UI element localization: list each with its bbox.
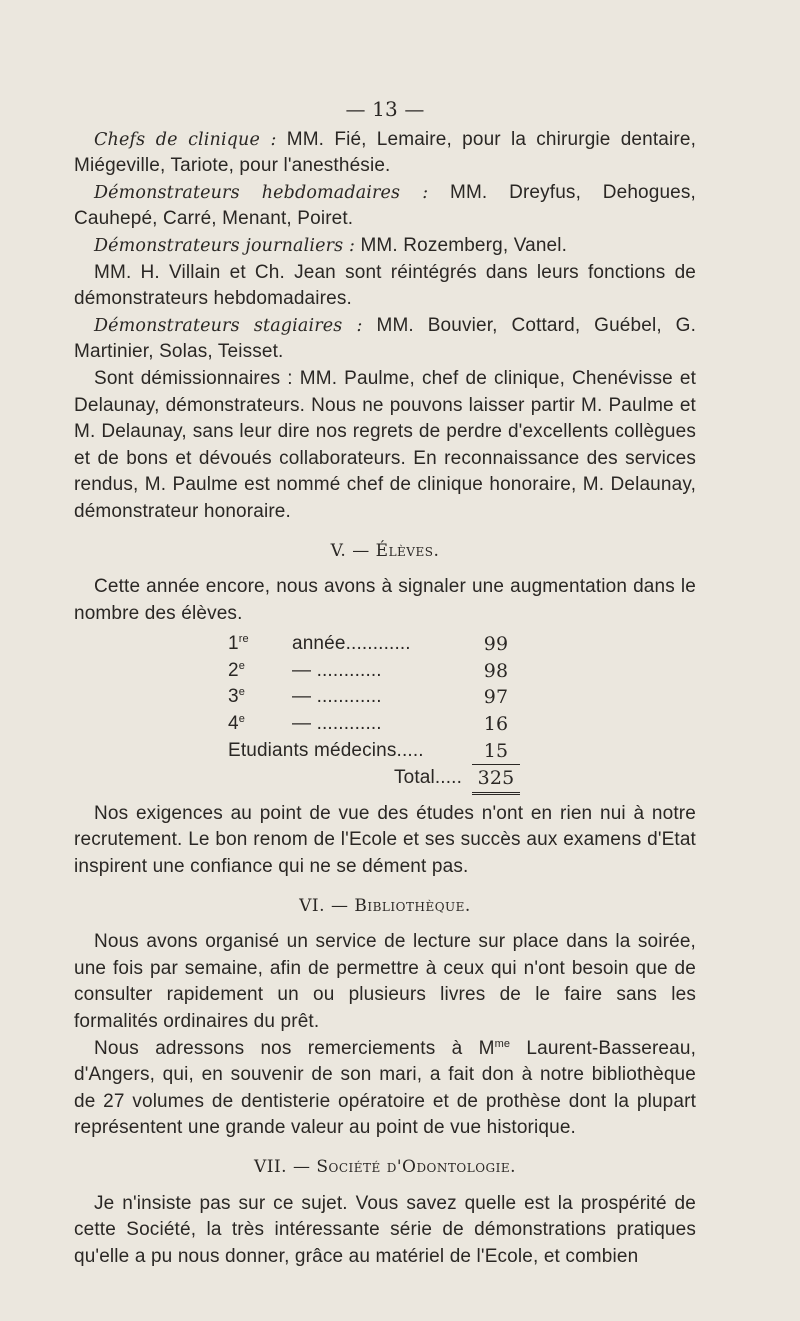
row-label-etudiants [228, 738, 472, 765]
table-row [228, 738, 520, 765]
paragraph-chefs-clinique [74, 127, 696, 180]
section-number-v: V. — [330, 540, 376, 561]
ordinal-number: 3 [228, 686, 239, 708]
text-demissionnaires: Sont démissionnaires : MM. Paulme, chef de clinique, Chenévisse et Delaunay, démonstrateurs. Nous ne pouvons laisser partir M. Paulme et M. Delaunay, sans leur dire nos regrets de perdre d'excellents collègues et de bons et dévoués collaborateurs. En reconnaissance des services rendus, M. Paulme est nommé chef de clinique honoraire, M. Delaunay, démonstrateur honoraire. [74, 367, 696, 522]
ordinal-suffix: re [238, 633, 249, 646]
paragraph-eleves-intro: Cette année encore, nous avons à signaler une augmentation dans le nombre des élèves. [74, 576, 696, 624]
row-label: — ............ [292, 713, 382, 735]
row-label-rest: médecins..... [314, 739, 424, 761]
row-label: année............ [292, 633, 411, 655]
section-number-vii: VII. — [253, 1156, 317, 1177]
remerciements-text-a: Nous adressons nos remerciements à M [94, 1037, 495, 1059]
ordinal-suffix: e [238, 659, 245, 672]
table-row-total [228, 765, 520, 794]
row-label-word: Etudiants [228, 739, 309, 761]
label-demonstrateurs-journaliers: Démonstrateurs journaliers : [94, 235, 356, 256]
paragraph-remerciements [74, 1036, 696, 1142]
remerciements-text-b: Laurent-Bassereau, d'Angers, qui, en souvenir de son mari, a fait don à notre bibliothèque de 27 volumes de dentisterie opératoire et de prothèse dont la plupart représentent une grande valeur au point de vue historique. [74, 1037, 696, 1139]
row-ordinal [228, 658, 292, 685]
paragraph-lecture: Nous avons organisé un service de lecture sur place dans la soirée, une fois par semaine, afin de permettre à ceux qui n'ont besoin que de consulter rapidement un ou plusieurs livres de le faire sans les formalités ordinaires du prêt. [74, 931, 696, 1032]
table-row [228, 658, 520, 685]
text-reintegres: MM. H. Villain et Ch. Jean sont réintégrés dans leurs fonctions de démonstrateurs hebdomadaires. [74, 261, 696, 310]
section-heading-eleves [74, 538, 696, 565]
paragraph-reintegres [74, 260, 696, 313]
paragraph-demonstrateurs-hebdo [74, 180, 696, 233]
page-content [74, 96, 696, 1270]
section-number-vi: VI. — [299, 895, 355, 916]
ordinal-number: 1 [228, 633, 239, 655]
table-row [228, 711, 520, 738]
row-value: 97 [483, 686, 509, 709]
table-row [228, 631, 520, 658]
text-chefs-clinique: MM. Fié, Lemaire, pour la chirurgie dentaire, Miégeville, Tariote, pour l'anesthésie. [74, 128, 696, 177]
ordinal-number: 4 [228, 713, 239, 735]
row-label: — ............ [292, 686, 382, 708]
label-demonstrateurs-hebdo: Démonstrateurs hebdomadaires : [94, 182, 429, 203]
section-heading-societe [74, 1154, 696, 1181]
row-value: 16 [483, 713, 509, 736]
paragraph-demissionnaires [74, 366, 696, 526]
ordinal-suffix: e [238, 686, 245, 699]
total-value: 325 [472, 765, 520, 794]
row-label: — ............ [292, 659, 382, 681]
row-ordinal [228, 711, 292, 738]
table-row [228, 684, 520, 711]
section-title-societe: Société d'Odontologie. [316, 1156, 517, 1177]
section-title-eleves: Élèves. [375, 540, 440, 561]
label-chefs-clinique: Chefs de clinique : [94, 129, 277, 150]
row-value: 15 [483, 739, 509, 762]
row-ordinal [228, 684, 292, 711]
text-demonstrateurs-hebdo: MM. Dreyfus, Dehogues, Cauhepé, Carré, Menant, Poiret. [74, 181, 696, 230]
text-demonstrateurs-journaliers: MM. Rozemberg, Vanel. [355, 234, 568, 256]
section-title-bibliotheque: Bibliothèque. [354, 895, 471, 916]
row-value: 99 [483, 633, 509, 656]
eleves-table [228, 631, 520, 795]
page-number: — 13 — [345, 97, 425, 121]
paragraph-societe: Je n'insiste pas sur ce sujet. Vous savez quelle est la prospérité de cette Société, la très intéressante série de démonstrations pratiques qu'elle a pu nous donner, grâce au matériel de l'Ecole, et combien [74, 1192, 696, 1267]
row-value: 98 [483, 659, 509, 682]
total-label: Total..... [393, 766, 462, 788]
remerciements-sup: me [494, 1037, 511, 1050]
ordinal-suffix: e [238, 713, 245, 726]
paragraph-exigences: Nos exigences au point de vue des études n'ont en rien nui à notre recrutement. Le bon renom de l'Ecole et ses succès aux examens d'Etat inspirent une confiance qui ne se dément pas. [74, 802, 696, 878]
paragraph-demonstrateurs-stagiaires [74, 313, 696, 366]
section-heading-bibliotheque [74, 893, 696, 920]
ordinal-number: 2 [228, 659, 239, 681]
paragraph-demonstrateurs-journaliers [74, 233, 696, 260]
label-demonstrateurs-stagiaires: Démonstrateurs stagiaires : [94, 315, 363, 336]
text-demonstrateurs-stagiaires: MM. Bouvier, Cottard, Guébel, G. Martinier, Solas, Teisset. [74, 314, 696, 363]
row-ordinal [228, 631, 292, 658]
